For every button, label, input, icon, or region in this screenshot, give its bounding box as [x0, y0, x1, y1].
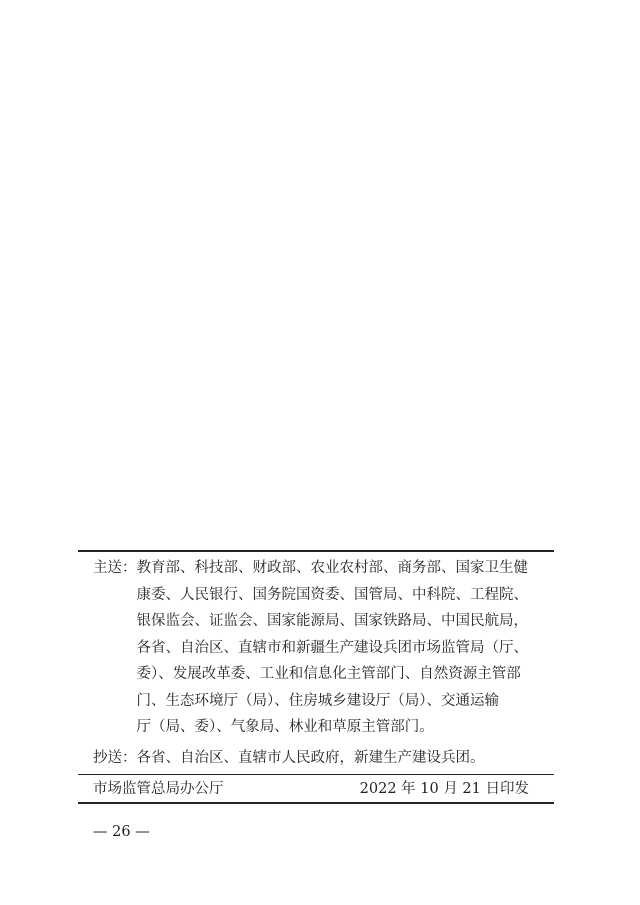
bottom-rule [78, 802, 554, 804]
top-rule [78, 550, 554, 552]
cc-label: 抄送： [93, 750, 137, 766]
main-recipients-line: 各省、自治区、直辖市和新疆生产建设兵团市场监管局（厅、 [136, 639, 528, 656]
main-recipients-line: 康委、人民银行、国务院国资委、国管局、中科院、工程院、 [136, 586, 528, 603]
main-recipients [93, 555, 554, 741]
cc-recipients [93, 745, 485, 771]
issue-date: 2022 年 10 月 21 日印发 [359, 781, 529, 797]
page-number: — 26 — [93, 824, 150, 840]
issuing-office: 市场监管总局办公厅 [93, 781, 224, 797]
main-recipients-line: 银保监会、证监会、国家能源局、国家铁路局、中国民航局， [136, 613, 528, 629]
main-recipients-line: 委）、发展改革委、工业和信息化主管部门、自然资源主管部 [136, 666, 521, 682]
main-recipients-label: 主送： [93, 560, 137, 576]
main-recipients-line: 教育部、科技部、财政部、农业农村部、商务部、国家卫生健 [136, 560, 528, 576]
main-recipients-line: 门、生态环境厅（局）、住房城乡建设厅（局）、交通运输 [136, 692, 499, 709]
middle-rule [78, 774, 554, 775]
issuer-row [93, 777, 529, 801]
cc-text: 各省、自治区、直辖市人民政府，新建生产建设兵团。 [136, 750, 485, 766]
main-recipients-line: 厅（局、委）、气象局、林业和草原主管部门。 [136, 719, 434, 735]
main-recipients-list [137, 555, 555, 741]
